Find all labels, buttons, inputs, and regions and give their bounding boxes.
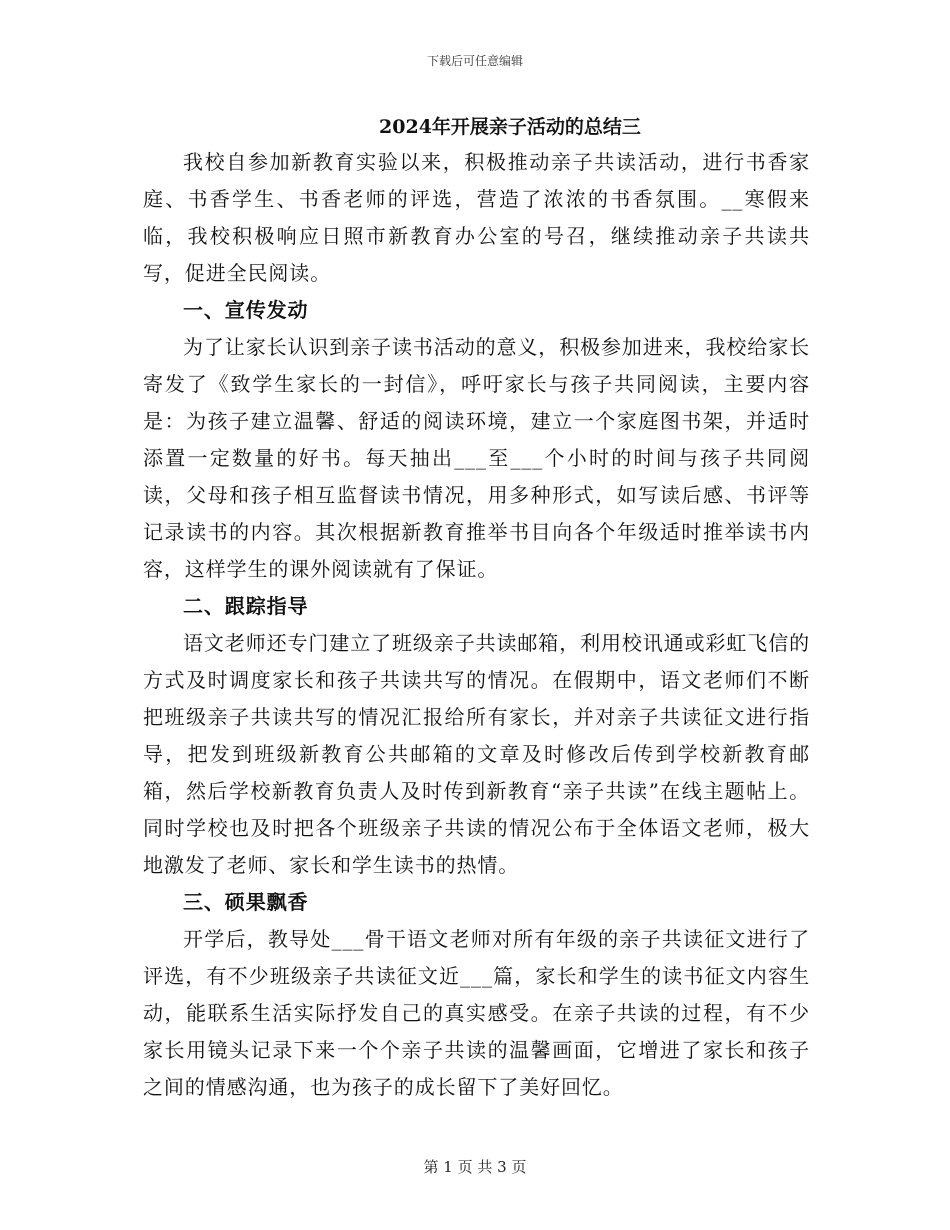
section-heading-publicity: 一、宣传发动 — [183, 298, 309, 322]
section-heading-results: 三、硕果飘香 — [183, 890, 309, 914]
document-body — [143, 110, 810, 1106]
section-body-guidance: 语文老师还专门建立了班级亲子共读邮箱，利用校讯通或彩虹飞信的方式及时调度家长和孩子共读共写的情况。在假期中，语文老师们不断把班级亲子共读共写的情况汇报给所有家长，并对亲子共读征文进行指导，把发到班级新教育公共邮箱的文章及时修改后传到学校新教育邮箱，然后学校新教育负责人及时传到新教育“亲子共读”在线主题帖上。同时学校也及时把各个班级亲子共读的情况公布于全体语文老师，极大地激发了老师、家长和学生读书的热情。 — [143, 631, 810, 877]
section-body-publicity: 为了让家长认识到亲子读书活动的意义，积极参加进来，我校给家长寄发了《致学生家长的一封信》，呼吁家长与孩子共同阅读，主要内容是：为孩子建立温馨、舒适的阅读环境，建立一个家庭图书架，并适时添置一定数量的好书。每天抽出___至___个小时的时间与孩子共同阅读，父母和孩子相互监督读书情况，用多种形式，如写读后感、书评等记录读书的内容。其次根据新教育推举书目向各个年级适时推举读书内容，这样学生的课外阅读就有了保证。 — [143, 335, 810, 581]
page-number: 第 1 页 共 3 页 — [423, 1158, 527, 1176]
intro-paragraph: 我校自参加新教育实验以来，积极推动亲子共读活动，进行书香家庭、书香学生、书香老师的评选，营造了浓浓的书香氛围。__寒假来临，我校积极响应日照市新教育办公室的号召，继续推动亲子共读共写，促进全民阅读。 — [143, 150, 810, 285]
section-body-results: 开学后，教导处___骨干语文老师对所有年级的亲子共读征文进行了评选，有不少班级亲子共读征文近___篇，家长和学生的读书征文内容生动，能联系生活实际抒发自己的真实感受。在亲子共读的过程，有不少家长用镜头记录下来一个个亲子共读的温馨画面，它增进了家长和孩子之间的情感沟通，也为孩子的成长留下了美好回忆。 — [143, 927, 810, 1099]
document-title: 2024年开展亲子活动的总结三 — [379, 116, 641, 138]
page-header-note: 下载后可任意编辑 — [426, 54, 523, 68]
section-heading-guidance: 二、跟踪指导 — [183, 594, 309, 618]
